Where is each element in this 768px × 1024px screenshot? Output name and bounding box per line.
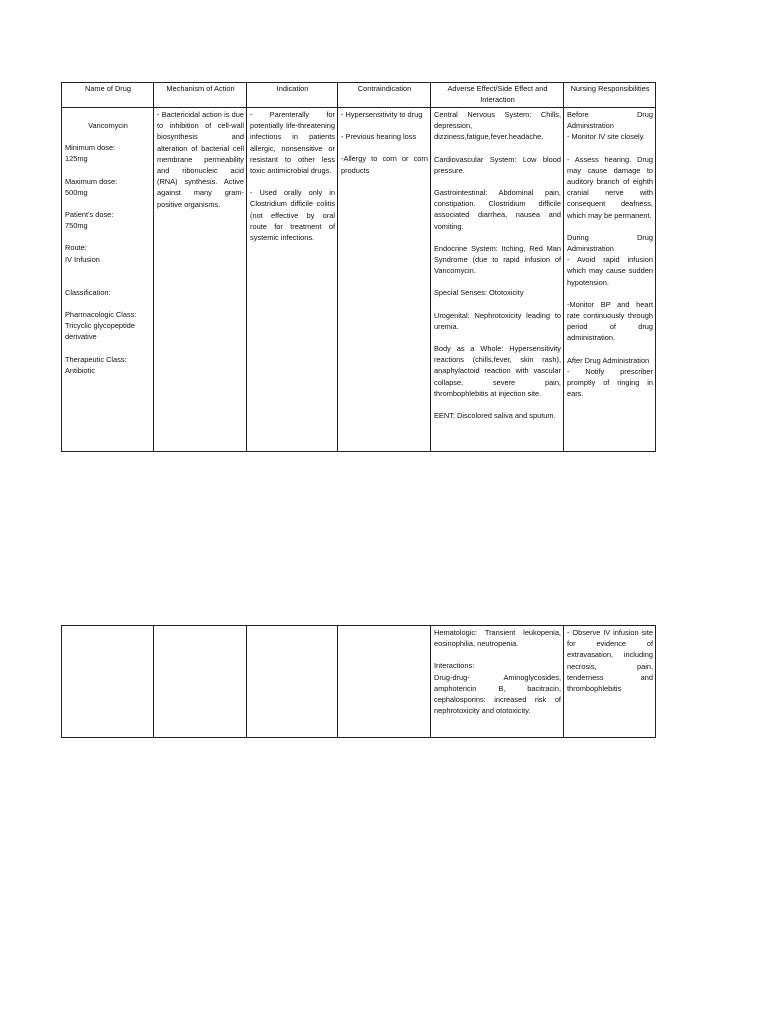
- adverse-item: Cardiovascular System: Low blood pressure.: [434, 154, 561, 175]
- nursing-cell: [564, 626, 656, 738]
- drug-study-table: [61, 82, 656, 452]
- interactions-label: Interactions:: [434, 661, 475, 671]
- table-row: [62, 108, 656, 452]
- nursing-during-title: During Drug Administration: [567, 232, 653, 254]
- adverse-item: Special Senses: Ototoxicity: [434, 288, 524, 298]
- classification-label: Classification:: [65, 287, 111, 297]
- contraindication-item: - Previous hearing loss: [341, 132, 417, 142]
- table-row: [62, 626, 656, 738]
- contraindication-cell: [338, 108, 431, 452]
- empty-cell: [338, 626, 431, 738]
- therapeutic-class-label: Therapeutic Class:: [65, 354, 127, 364]
- adverse-item: Urogenital: Nephrotoxicity leading to uremia.: [434, 310, 561, 331]
- header-row: [62, 83, 656, 108]
- nursing-item: -Monitor BP and heart rate continuously through period of drug administration.: [567, 299, 653, 343]
- empty-cell: [247, 626, 338, 738]
- nursing-cell: [564, 108, 656, 452]
- mechanism-cell: [154, 108, 247, 452]
- adverse-effect-cell: [431, 626, 564, 738]
- header-name-of-drug: Name of Drug: [62, 83, 154, 108]
- empty-cell: [154, 626, 247, 738]
- adverse-effect-cell: [431, 108, 564, 452]
- pharmacologic-class-label: Pharmacologic Class:: [65, 310, 137, 320]
- nursing-after-title: After Drug Administration: [567, 355, 650, 365]
- indication-cell: [247, 108, 338, 452]
- drug-study-table-continued: [61, 625, 656, 738]
- nursing-item: - Avoid rapid infusion which may cause sudden hypotension.: [567, 255, 653, 287]
- therapeutic-class-value: Antibiotic: [65, 365, 95, 375]
- max-dose-label: Maximum dose:: [65, 176, 118, 186]
- adverse-item: Gastrointestinal: Abdominal pain, constipation. Clostridium difficile associated diarrhea, nausea and vomiting.: [434, 188, 561, 231]
- drug-name: Vancomycin: [88, 121, 128, 130]
- header-mechanism: Mechanism of Action: [154, 83, 247, 108]
- route-value: IV Infusion: [65, 254, 100, 264]
- pharmacologic-class-value: Tricyclic glycopeptide derivative: [65, 321, 135, 342]
- adverse-item: Body as a Whole: Hypersensitivity reactions (chills,fever, skin rash), anaphylactoid reaction with vascular collapse, severe pain, thrombophlebitis at injection site.: [434, 344, 561, 398]
- adverse-item: Endocrine System: Itching, Red Man Syndrome (due to rapid infusion of Vancomycin.: [434, 243, 561, 276]
- nursing-item: - Notify prescriber promptly of ringing in ears.: [567, 366, 653, 399]
- patient-dose-value: 750mg: [65, 221, 88, 231]
- adverse-item: Drug-drug- Aminoglycosides, amphotericin B, bacitracin, cephalosporins: increased risk of nephrotoxicity and ototoxicity.: [434, 672, 561, 716]
- adverse-item: Central Nervous System: Chills, depression, dizziness,fatigue,fever.headache.: [434, 110, 561, 142]
- header-nursing: Nursing Responsibilities: [564, 83, 656, 108]
- nursing-item: - Assess hearing. Drug may cause damage to auditory branch of eighth cranial nerve with consequent deafness, which may be permanent.: [567, 154, 653, 220]
- indication-item: - Used orally only in Clostridium difficile colitis (not effective by oral route for treatment of systemic infections.: [250, 188, 335, 243]
- min-dose-value: 125mg: [65, 154, 88, 164]
- patient-dose-label: Patient’s dose:: [65, 210, 114, 220]
- adverse-item: Hematologic: Transient leukopenia, eosinophilia, neutropenia.: [434, 628, 561, 649]
- nursing-item: - Monitor IV site closely.: [567, 132, 645, 142]
- route-label: Route:: [65, 243, 87, 253]
- header-indication: Indication: [247, 83, 338, 108]
- contraindication-item: -Allergy to corn or corn products: [341, 154, 428, 175]
- min-dose-label: Minimum dose:: [65, 143, 116, 153]
- adverse-item: EENT: Discolored saliva and sputum.: [434, 411, 556, 421]
- nursing-item: - Observe IV infusion site for evidence of extravasation, including necrosis, pain, tenderness and thrombophlebitis: [567, 628, 653, 694]
- header-adverse-effect: Adverse Effect/Side Effect and Interaction: [431, 83, 564, 108]
- mechanism-text: - Bactericidal action is due to inhibition of cell-wall biosynthesis and alteration of bacterial cell membrane permeability and ribonucleic acid (RNA) synthesis. Active against many gram-positive organisms.: [157, 110, 244, 209]
- contraindication-item: - Hypersensitivity to drug: [341, 110, 423, 119]
- empty-cell: [62, 626, 154, 738]
- drug-name-cell: [62, 108, 154, 452]
- nursing-before-title: Before Drug Administration: [567, 110, 653, 131]
- max-dose-value: 500mg: [65, 187, 88, 197]
- indication-item: - Parenterally for potentially life-threatening infections in patients allergic, nonsensitive or resistant to other less toxic antimicrobial drugs.: [250, 110, 335, 176]
- header-contraindication: Contraindication: [338, 83, 431, 108]
